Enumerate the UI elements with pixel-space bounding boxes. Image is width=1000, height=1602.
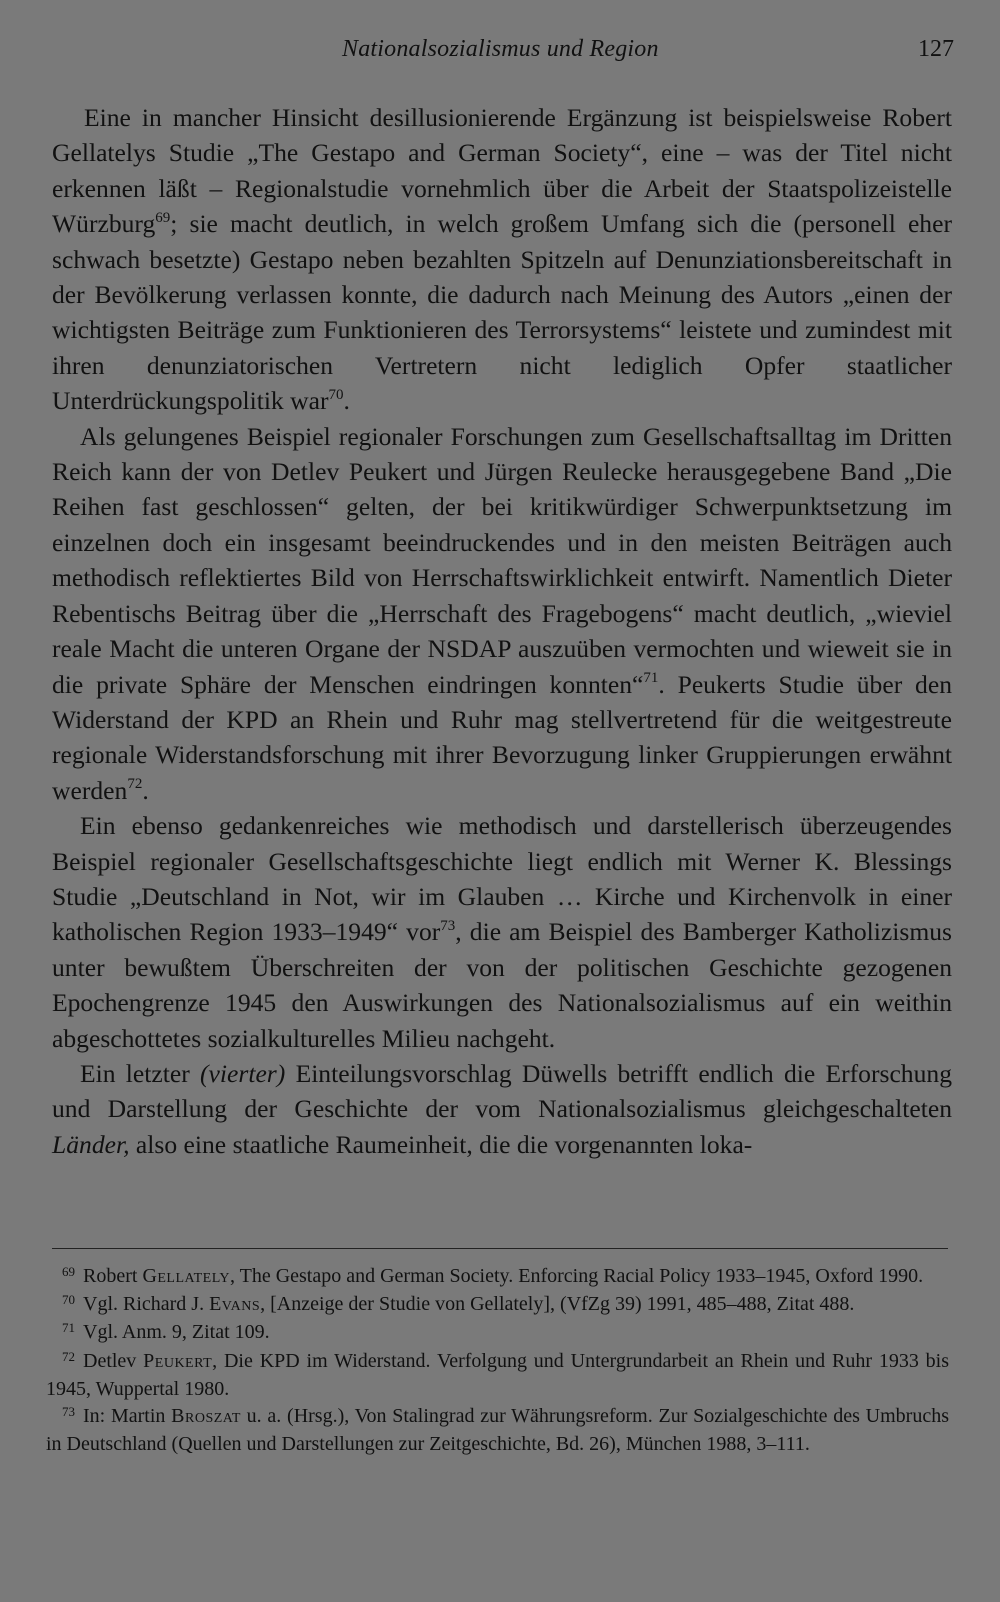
- footnote-text: , The Gestapo and German Society. Enforcing Racial Policy 1933–1945, Oxford 1990.: [229, 1265, 924, 1287]
- footnote-70: [46, 1291, 949, 1319]
- footnote-ref-72: 72: [127, 776, 143, 793]
- paragraph-3-text-b: , die am Beispiel des Bamberger Katholizismus unter bewußtem Überschreiten der von der politischen Geschichte gezogenen Epochengrenze 1945 den Auswirkungen des Nationalsozialismus auf ein weithin abgeschottetes sozialkulturelles Milieu nachgeht.: [52, 917, 952, 1053]
- footnote-text: u. a. (Hrsg.), Von Stalingrad zur Währungsreform. Zur Sozialgeschichte des Umbruchs in Deutschland (Quellen und Darstellungen zur Zeitgeschichte, Bd. 26), München 1988, 3–111.: [46, 1405, 949, 1456]
- paragraph-4-text-c: also eine staatliche Raumeinheit, die die vorgenannten loka-: [129, 1129, 753, 1159]
- paragraph-4: [52, 1056, 952, 1162]
- footnote-number: 70: [62, 1292, 75, 1308]
- paragraph-1-end: .: [343, 386, 350, 416]
- footnote-71: [46, 1319, 949, 1347]
- paragraph-1-text-a: Eine in mancher Hinsicht desillusionierende Ergänzung ist beispielsweise Robert Gellatelys Studie „The Gestapo and German Society“, eine – was der Titel nicht erkennen läßt – Regionalstudie vornehmlich über die Arbeit der Staatspolizeistelle Würzburg: [52, 103, 952, 239]
- footnote-72: [46, 1348, 949, 1403]
- page-number: 127: [918, 36, 954, 62]
- page-header: [52, 34, 952, 70]
- emphasis-laender: Länder,: [52, 1129, 130, 1159]
- author-name: Evans: [209, 1293, 261, 1316]
- footnote-separator: [52, 1248, 948, 1249]
- footnote-number: 72: [62, 1348, 75, 1364]
- footnote-text: Robert: [83, 1265, 143, 1287]
- footnote-text: Vgl. Richard J.: [83, 1293, 210, 1316]
- author-name: Peukert: [143, 1349, 213, 1372]
- paragraph-4-text-a: Ein letzter: [80, 1058, 201, 1088]
- footnote-69: [46, 1263, 949, 1291]
- footnote-text: Detlev: [83, 1349, 144, 1372]
- paragraph-2: [52, 419, 952, 808]
- emphasis-vierter: (vierter): [200, 1058, 286, 1088]
- paragraph-2-end: .: [142, 775, 149, 805]
- footnote-ref-70: 70: [328, 386, 344, 403]
- footnote-number: 69: [62, 1264, 75, 1279]
- footnote-ref-73: 73: [440, 917, 456, 934]
- footnote-73: [46, 1403, 949, 1458]
- running-head: Nationalsozialismus und Region: [342, 36, 659, 62]
- footnote-ref-69: 69: [155, 209, 171, 226]
- paragraph-2-text-b: . Peukerts Studie über den Widerstand der KPD an Rhein und Ruhr mag stellvertretend für die weitgestreute regionale Widerstandsforschung mit ihrer Bevorzugung linker Gruppierungen erwähnt werden: [52, 669, 952, 805]
- author-name: Gellately: [142, 1265, 230, 1287]
- footnote-text: , Die KPD im Widerstand. Verfolgung und Untergrundarbeit an Rhein und Ruhr 1933 bis 1945, Wuppertal 1980.: [46, 1349, 950, 1400]
- footnote-text: In: Martin: [83, 1405, 172, 1428]
- main-text: [52, 100, 952, 1162]
- footnote-number: 71: [62, 1320, 75, 1336]
- paragraph-1-text-b: ; sie macht deutlich, in welch großem Umfang sich die (personell eher schwach besetzte) Gestapo neben bezahlten Spitzeln auf Denunziationsbereitschaft in der Bevölkerung verlassen konnte, die dadurch nach Meinung des Autors „einen der wichtigsten Beiträge zum Funktionieren des Terrorsystems“ leistete und zumindest mit ihren denunziatorischen Vertretern nicht lediglich Opfer staatlicher Unterdrückungspolitik war: [52, 209, 952, 416]
- paragraph-3-text-a: Ein ebenso gedankenreiches wie methodisch und darstellerisch überzeugendes Beispiel regionaler Gesellschaftsgeschichte liegt endlich mit Werner K. Blessings Studie „Deutschland in Not, wir im Glauben … Kirche und Kirchenvolk in einer katholischen Region 1933–1949“ vor: [52, 811, 952, 947]
- footnote-ref-71: 71: [643, 669, 659, 686]
- footnote-text: Vgl. Anm. 9, Zitat 109.: [83, 1321, 270, 1344]
- paragraph-1: [52, 100, 952, 419]
- paragraph-2-text-a: Als gelungenes Beispiel regionaler Forschungen zum Gesellschaftsalltag im Dritten Reich kann der von Detlev Peukert und Jürgen Reulecke herausgegebene Band „Die Reihen fast geschlossen“ gelten, der bei kritikwürdiger Schwerpunktsetzung im einzelnen doch ein insgesamt beeindruckendes und in den meisten Beiträgen auch methodisch reflektiertes Bild von Herrschaftswirklichkeit entwirft. Namentlich Dieter Rebentischs Beitrag über die „Herrschaft des Fragebogens“ macht deutlich, „wieviel reale Macht die unteren Organe der NSDAP auszuüben vermochten und wieweit sie in die private Sphäre der Menschen eindringen konnten“: [52, 421, 952, 699]
- footnotes: [46, 1263, 949, 1458]
- paragraph-4-text-b: Einteilungsvorschlag Düwells betrifft endlich die Erforschung und Darstellung der Geschichte der vom Nationalsozialismus gleichgeschalteten: [52, 1058, 952, 1124]
- footnote-number: 73: [62, 1404, 75, 1420]
- paragraph-3: [52, 808, 952, 1056]
- author-name: Broszat: [171, 1405, 241, 1428]
- footnote-text: , [Anzeige der Studie von Gellately], (VfZg 39) 1991, 485–488, Zitat 488.: [260, 1293, 855, 1316]
